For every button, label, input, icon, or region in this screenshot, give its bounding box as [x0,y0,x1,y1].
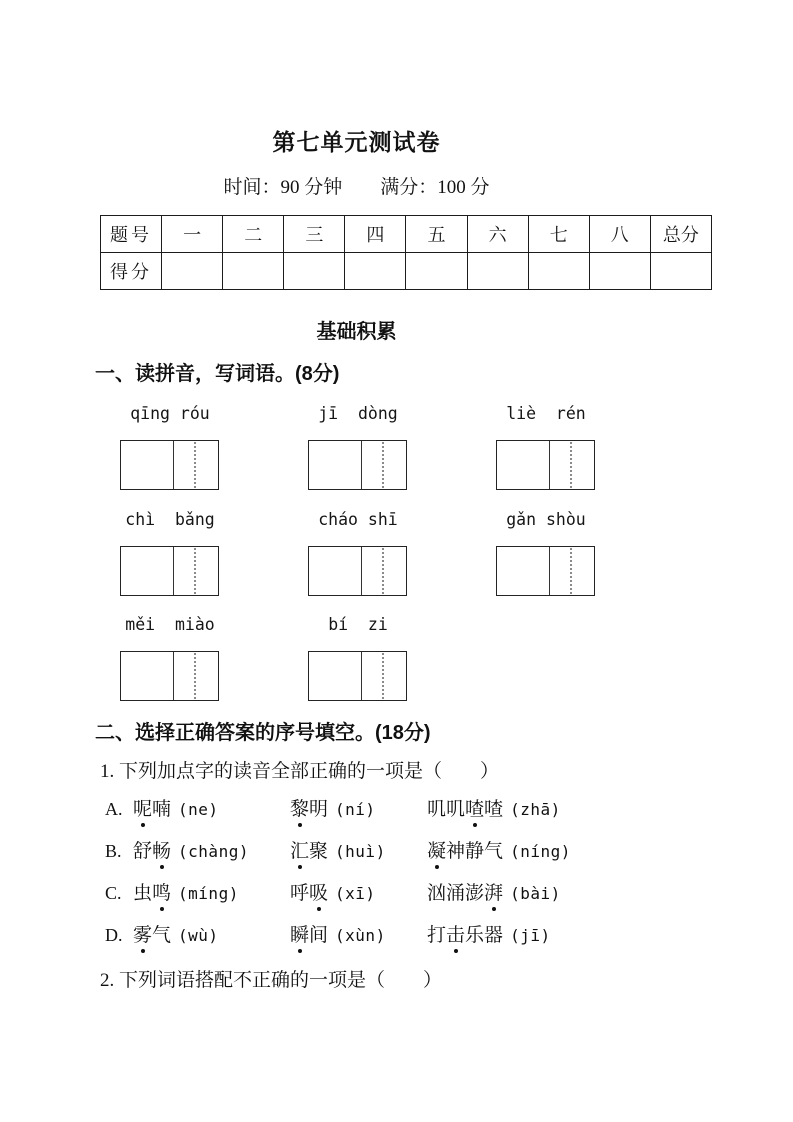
word-with-pinyin [427,839,725,865]
emphasized-char: 瞬 [290,923,309,949]
pinyin-item [496,404,596,426]
question-number-cell: 六 [467,216,528,253]
character-writing-box[interactable] [120,651,219,701]
score-cell[interactable] [345,253,406,290]
question-number-cell: 总分 [650,216,711,253]
emphasized-char: 雾 [133,923,152,949]
option-label: A. [105,799,123,819]
pinyin-label: liè rén [506,404,586,423]
word-with-pinyin [133,923,290,949]
char: 喃 [152,799,172,820]
character-writing-box[interactable] [496,546,595,596]
char: 呼 [290,883,310,904]
char: 明 [309,799,329,820]
char: 聚 [309,841,329,862]
score-cell[interactable] [528,253,589,290]
question-number-cell: 八 [589,216,650,253]
pinyin-annotation: (xùn) [335,926,386,945]
char: 喳 [484,799,504,820]
char: 汹 [427,883,447,904]
exam-meta [0,172,713,199]
character-writing-box[interactable] [120,546,219,596]
question-number-cell: 二 [223,216,284,253]
full-marks: 满分：100 分 [380,177,490,198]
char: 叽 [446,799,466,820]
pinyin-item [308,615,408,637]
score-table-header-label: 题号 [101,216,162,253]
pinyin-label: gǎn shòu [506,510,586,529]
score-row [101,253,712,290]
pinyin-annotation: (míng) [178,884,239,903]
character-writing-box[interactable] [308,651,407,701]
pinyin-label: měi miào [125,615,215,634]
word-with-pinyin [290,923,427,949]
score-cell[interactable] [223,253,284,290]
question-number-cell: 一 [162,216,223,253]
score-cell[interactable] [650,253,711,290]
pinyin-label: bí zi [328,615,388,634]
pinyin-row [0,615,793,705]
char: 器 [484,925,504,946]
question-number-cell: 五 [406,216,467,253]
section-heading-basics: 基础积累 [316,321,397,343]
page-title: 第七单元测试卷 [272,129,441,155]
char: 澎 [465,883,485,904]
question-number-row [101,216,712,253]
option-label: C. [105,883,122,903]
score-cell[interactable] [162,253,223,290]
option-label: B. [105,841,122,861]
pinyin-label: qīng róu [130,404,210,423]
pinyin-annotation: (xī) [335,884,376,903]
question-number-cell: 四 [345,216,406,253]
question-number-cell: 七 [528,216,589,253]
option-row-a [105,796,725,838]
option-row-d [105,922,725,964]
word-with-pinyin [133,881,290,907]
char: 乐 [465,925,485,946]
emphasized-char: 凝 [427,839,446,865]
char: 涌 [446,883,466,904]
pinyin-annotation: (bài) [510,884,561,903]
option-list [105,796,725,964]
time-limit: 时间：90 分钟 [223,177,343,198]
pinyin-annotation: (jī) [510,926,551,945]
pinyin-item [120,615,220,637]
char: 气 [152,925,172,946]
pinyin-annotation: (chàng) [178,842,249,861]
option-row-c [105,880,725,922]
score-cell[interactable] [589,253,650,290]
word-with-pinyin [290,839,427,865]
word-with-pinyin [427,923,725,949]
pinyin-row [0,510,793,600]
score-row-label: 得分 [101,253,162,290]
pinyin-item [120,404,220,426]
emphasized-char: 黎 [290,797,309,823]
word-with-pinyin [133,797,290,823]
score-cell[interactable] [284,253,345,290]
score-table [100,215,712,290]
char: 舒 [133,841,153,862]
word-with-pinyin [290,797,427,823]
question-number-cell: 三 [284,216,345,253]
character-writing-box[interactable] [120,440,219,490]
pinyin-item [496,510,596,532]
score-cell[interactable] [467,253,528,290]
pinyin-item [308,404,408,426]
emphasized-char: 呢 [133,797,152,823]
char: 虫 [133,883,153,904]
pinyin-annotation: (níng) [510,842,571,861]
char: 间 [309,925,329,946]
sub-question-2: 2. 下列词语搭配不正确的一项是（ ） [100,970,443,991]
pinyin-item [308,510,408,532]
emphasized-char: 吸 [309,881,328,907]
question-1-heading: 一、读拼音，写词语。(8分) [95,363,340,385]
character-writing-box[interactable] [496,440,595,490]
char: 静 [465,841,485,862]
pinyin-label: chì bǎng [125,510,215,529]
pinyin-item [120,510,220,532]
word-with-pinyin [427,881,725,907]
pinyin-annotation: (wù) [178,926,219,945]
pinyin-annotation: (ní) [335,800,376,819]
char: 气 [484,841,504,862]
score-cell[interactable] [406,253,467,290]
word-with-pinyin [427,797,725,823]
option-row-b [105,838,725,880]
char: 叽 [427,799,447,820]
pinyin-row [0,404,793,494]
emphasized-char: 喳 [465,797,484,823]
pinyin-annotation: (ne) [178,800,219,819]
emphasized-char: 鸣 [152,881,171,907]
pinyin-annotation: (zhā) [510,800,561,819]
emphasized-char: 畅 [152,839,171,865]
sub-question-1: 1. 下列加点字的读音全部正确的一项是（ ） [100,761,500,782]
emphasized-char: 击 [446,923,465,949]
emphasized-char: 湃 [484,881,503,907]
char: 神 [446,841,466,862]
pinyin-label: cháo shī [318,510,398,529]
word-with-pinyin [290,881,427,907]
pinyin-annotation: (huì) [335,842,386,861]
word-with-pinyin [133,839,290,865]
emphasized-char: 汇 [290,839,309,865]
question-2-heading: 二、选择正确答案的序号填空。(18分) [95,722,431,744]
character-writing-box[interactable] [308,440,407,490]
character-writing-box[interactable] [308,546,407,596]
option-label: D. [105,925,123,945]
pinyin-label: jī dòng [318,404,398,423]
char: 打 [427,925,447,946]
